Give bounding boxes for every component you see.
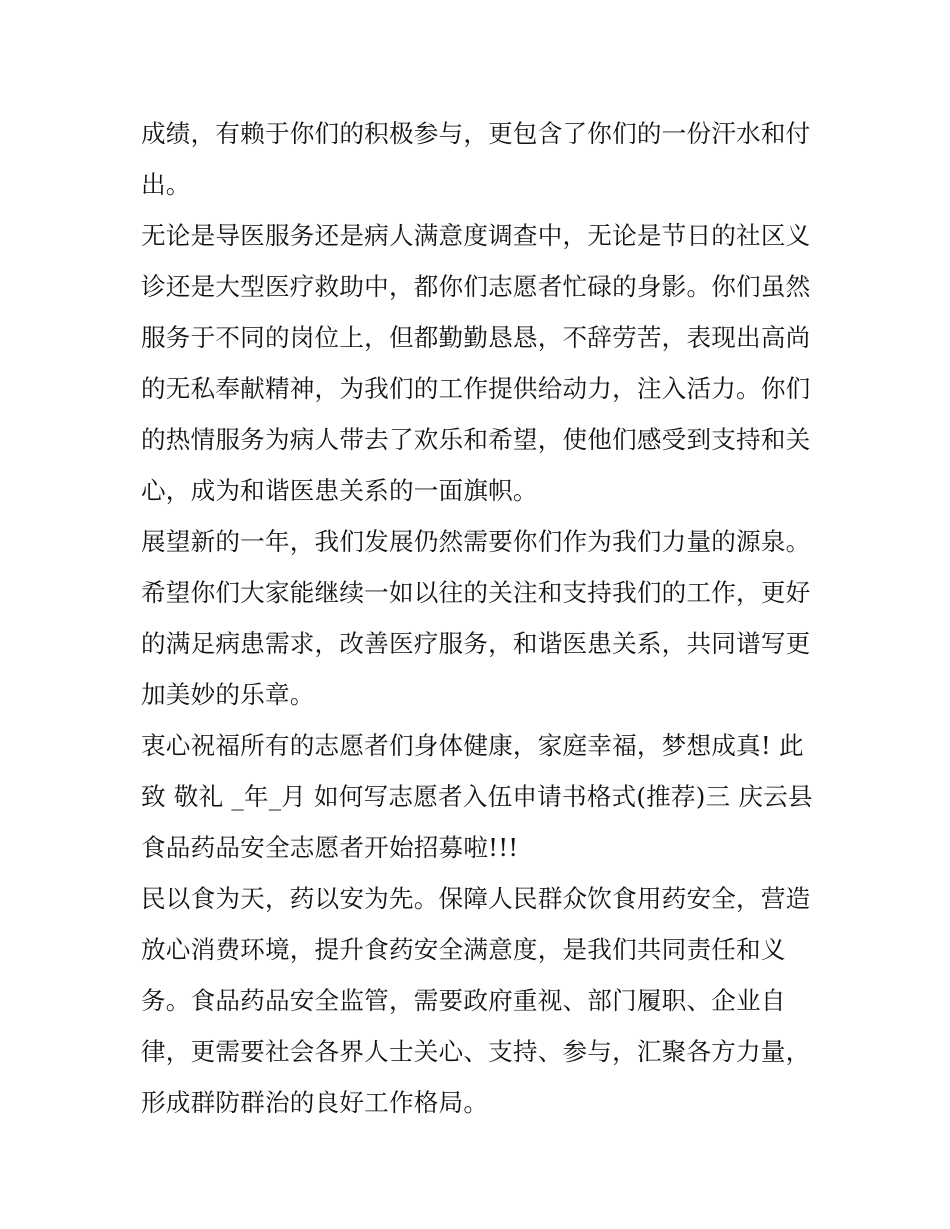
text-line: 加美妙的乐章。 [141,680,315,709]
text-line: 无论是导医服务还是病人满意度调查中，无论是节日的社区义 [141,221,811,250]
text-line: 诊还是大型医疗救助中，都你们志愿者忙碌的身影。你们虽然 [141,272,811,301]
text-line: 出。 [141,170,191,199]
text-line: 的满足病患需求，改善医疗服务，和谐医患关系，共同谱写更 [141,629,811,658]
text-line: 的热情服务为病人带去了欢乐和希望，使他们感受到支持和关 [141,425,811,454]
text-line: 民以食为天，药以安为先。保障人民群众饮食用药安全，营造 [141,884,811,913]
text-line: 致 敬礼 _年_月 如何写志愿者入伍申请书格式(推荐)三 庆云县 [141,782,813,811]
text-line: 律，更需要社会各界人士关心、支持、参与，汇聚各方力量， [141,1037,811,1066]
text-line: 成绩，有赖于你们的积极参与，更包含了你们的一份汗水和付 [141,119,811,148]
body-text [141,108,821,1128]
text-line: 务。食品药品安全监管，需要政府重视、部门履职、企业自 [141,986,786,1015]
text-line: 衷心祝福所有的志愿者们身体健康，家庭幸福，梦想成真! 此 [141,731,804,760]
text-line: 希望你们大家能继续一如以往的关注和支持我们的工作，更好 [141,578,811,607]
text-line: 形成群防群治的良好工作格局。 [141,1088,489,1117]
text-line: 服务于不同的岗位上，但都勤勤恳恳，不辞劳苦，表现出高尚 [141,323,811,352]
text-line: 心，成为和谐医患关系的一面旗帜。 [141,476,538,505]
text-line: 食品药品安全志愿者开始招募啦!!! [141,833,519,862]
text-line: 展望新的一年，我们发展仍然需要你们作为我们力量的源泉。 [141,527,811,556]
text-line: 的无私奉献精神，为我们的工作提供给动力，注入活力。你们 [141,374,811,403]
text-line: 放心消费环境，提升食药安全满意度，是我们共同责任和义 [141,935,786,964]
